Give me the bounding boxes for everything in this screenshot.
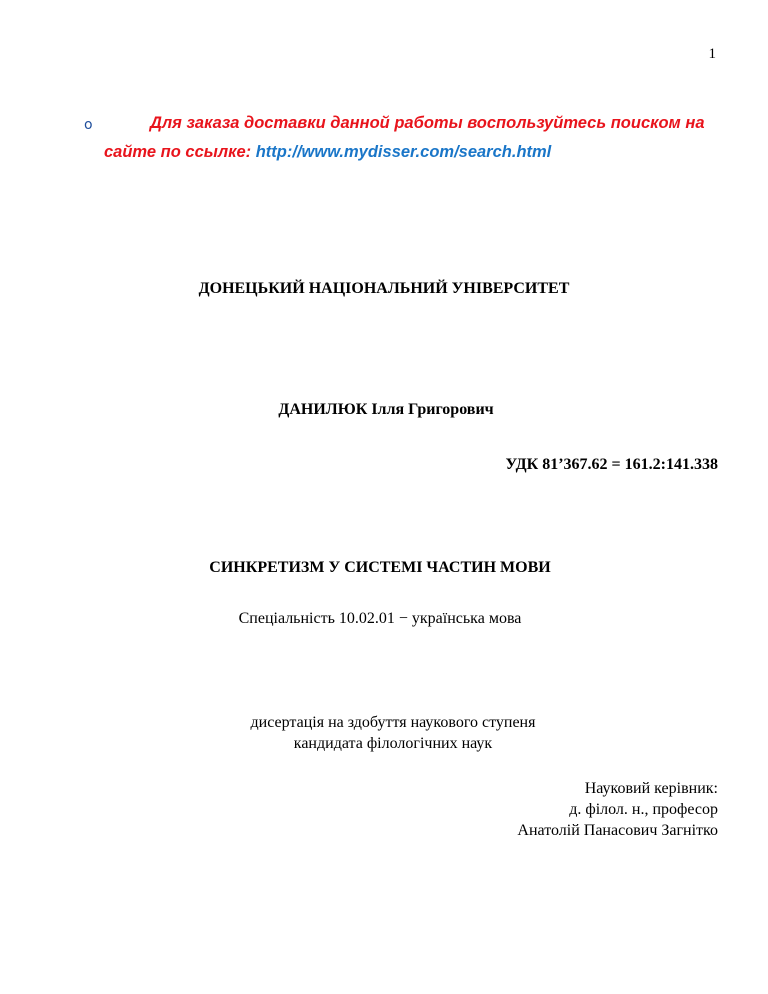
- udk-code: УДК 81’367.62 = 161.2:141.338: [505, 456, 718, 473]
- supervisor-block: [517, 778, 718, 841]
- order-notice-line-2: [104, 143, 551, 162]
- supervisor-name: Анатолій Панасович Загнітко: [517, 822, 718, 839]
- specialty: Спеціальність 10.02.01 − українська мова: [238, 610, 522, 627]
- author-given-names: Ілля Григорович: [367, 401, 494, 418]
- order-notice-prefix: сайте по ссылке:: [104, 143, 256, 161]
- supervisor-label: Науковий керівник:: [584, 780, 718, 797]
- degree-line-1: дисертація на здобуття наукового ступеня: [250, 714, 536, 731]
- search-link[interactable]: http://www.mydisser.com/search.html: [255, 143, 552, 161]
- page-number: 1: [708, 46, 716, 62]
- degree-line-2: кандидата філологічних наук: [293, 735, 493, 752]
- order-notice-line-1: Для заказа доставки данной работы воспользуйтесь поиском на: [150, 114, 705, 132]
- university-name: ДОНЕЦЬКИЙ НАЦІОНАЛЬНИЙ УНІВЕРСИТЕТ: [198, 280, 570, 297]
- bullet-icon: o: [84, 117, 93, 133]
- supervisor-title: д. філол. н., професор: [569, 801, 718, 818]
- dissertation-title: СИНКРЕТИЗМ У СИСТЕМІ ЧАСТИН МОВИ: [209, 559, 551, 576]
- author-surname: ДАНИЛЮК: [278, 401, 368, 418]
- author-name: [0, 401, 768, 419]
